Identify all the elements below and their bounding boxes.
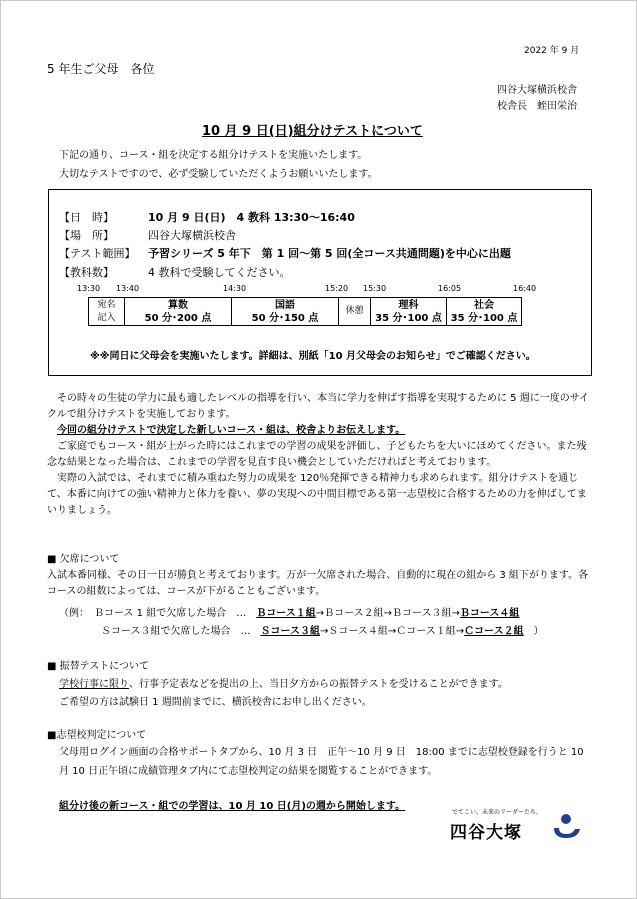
detail-label-place: 【場 所】 — [59, 229, 114, 242]
absence-text: 入試本番同様、その日一日が勝負と考えております。万が一欠席された場合、自動的に現在の組から 3 組下がります。各コースの組数によっては、コースが下がることもございます。 — [47, 570, 589, 597]
parent-meeting-note: ※※同日に父母会を実施いたします。詳細は、別紙「10 月父母会のお知らせ」でご確認ください。 — [90, 351, 536, 362]
schedule-cell-math: 算数 50 分･200 点 — [125, 298, 232, 326]
intro-line-2: 大切なテストですので、必ず受験していただくようお願いいたします。 — [59, 169, 378, 180]
makeup-line-1: 学校行事に限り、行事予定表などを提出の上、当日夕方からの振替テストを受けることができます。 — [59, 679, 508, 690]
announcement-emphasis: 今回の組分けテストで決定した新しいコース・組は、校舎よりお伝えします。 — [57, 425, 406, 436]
makeup-line-2: ご希望の方は試験日 1 週間前までに、横浜校舎にお申し出ください。 — [59, 697, 372, 708]
time-1340: 13:40 — [116, 284, 140, 293]
schedule-cell-science: 理科 35 分･100 点 — [371, 298, 447, 326]
schedule-cell-japanese: 国語 50 分･150 点 — [232, 298, 339, 326]
detail-value-range: 予習シリーズ 5 年下 第 1 回～第 5 回(全コース共通問題)を中心に出題 — [148, 247, 511, 260]
principal-name: 校舎長 蛭田栄治 — [497, 101, 577, 112]
closing-notice: 組分け後の新コース・組での学習は、10 月 10 日(月)の週から開始します。 — [59, 801, 406, 812]
absence-example-1: （例： Ｂコース 1 組で欠席した場合 … Ｂコース１組→Ｂコース２組→Ｂコース３組→Ｂコース４組 — [59, 608, 520, 619]
page-title: 10 月 9 日(日)組分けテストについて — [202, 124, 423, 139]
schedule-cell-break: 休憩 — [339, 298, 371, 326]
yotsuya-otsuka-logo — [448, 801, 584, 843]
absence-example-2: Ｓコース３組で欠席した場合 … Ｓコース３組→Ｓコース４組→Ｃコース１組→Ｃコース２組 ） — [101, 626, 544, 637]
intro-line-1: 下記の通り、コース・組を決定する組分けテストを実施いたします。 — [59, 150, 368, 161]
judge-text: 父母用ログイン画面の合格サポートタブから、10 月 3 日 正午～10 月 9 日 18:00 までに志望校登録を行うと 10 月 10 日正午頃に成績管理タブ内にて志望校判定の結果を閲覧することができます。 — [59, 747, 584, 777]
schedule-cell-social: 社会 35 分･100 点 — [447, 298, 522, 326]
detail-label-subjects: 【教科数】 — [59, 266, 114, 279]
detail-value-datetime: 10 月 9 日(日) 4 教科 13:30～16:40 — [148, 211, 355, 224]
detail-value-place: 四谷大塚横浜校舎 — [148, 229, 236, 242]
logo-tagline: でてこい、未来のリーダーたち。 — [452, 809, 543, 816]
paragraph-3: 実際の入試では、それまでに積み重ねた努力の成果を 120％発揮できる精神力も求められます。組分けテストを通じて、本番に向けての強い精神力と体力を養い、夢の実現への中間目標である第一志望校に合格するための力を伸ばしてまいりましょう。 — [47, 473, 587, 516]
schedule-table — [88, 297, 522, 326]
time-1530: 15:30 — [363, 284, 387, 293]
makeup-heading: ■ 振替テストについて — [47, 661, 150, 672]
logo-name: 四谷大塚 — [450, 823, 522, 843]
detail-label-range: 【テスト範囲】 — [59, 247, 136, 260]
body-text — [47, 391, 592, 519]
logo-mark-icon — [551, 813, 583, 841]
time-1430: 14:30 — [223, 284, 247, 293]
time-1640: 16:40 — [513, 284, 537, 293]
time-1605: 16:05 — [438, 284, 462, 293]
absence-heading: ■ 欠席について — [47, 554, 120, 565]
issue-date: 2022 年 9 月 — [524, 46, 580, 56]
detail-value-subjects: 4 教科で受験してください。 — [148, 266, 291, 279]
schedule-cell-name-entry: 宛名 記入 — [89, 298, 125, 326]
paragraph-1: その時々の生徒の学力に最も適したレベルの指導を行い、本当に学力を伸ばす指導を実現するために 5 週に一度のサイクルで組分けテストを実施しております。 — [47, 393, 590, 420]
detail-label-datetime: 【日 時】 — [59, 211, 114, 224]
addressee: 5 年生ご父母 各位 — [47, 62, 155, 76]
time-1520: 15:20 — [325, 284, 349, 293]
paragraph-2: ご家庭でもコース・組が上がった時にはこれまでの学習の成果を評価し、子どもたちを大いにほめてください。また残念な結果となった場合は、これまでの学習を見直す良い機会としていただければと考えております。 — [47, 441, 587, 468]
time-1330: 13:30 — [77, 284, 101, 293]
school-name: 四谷大塚横浜校舎 — [497, 85, 577, 96]
judge-heading: ■志望校判定について — [47, 730, 147, 741]
